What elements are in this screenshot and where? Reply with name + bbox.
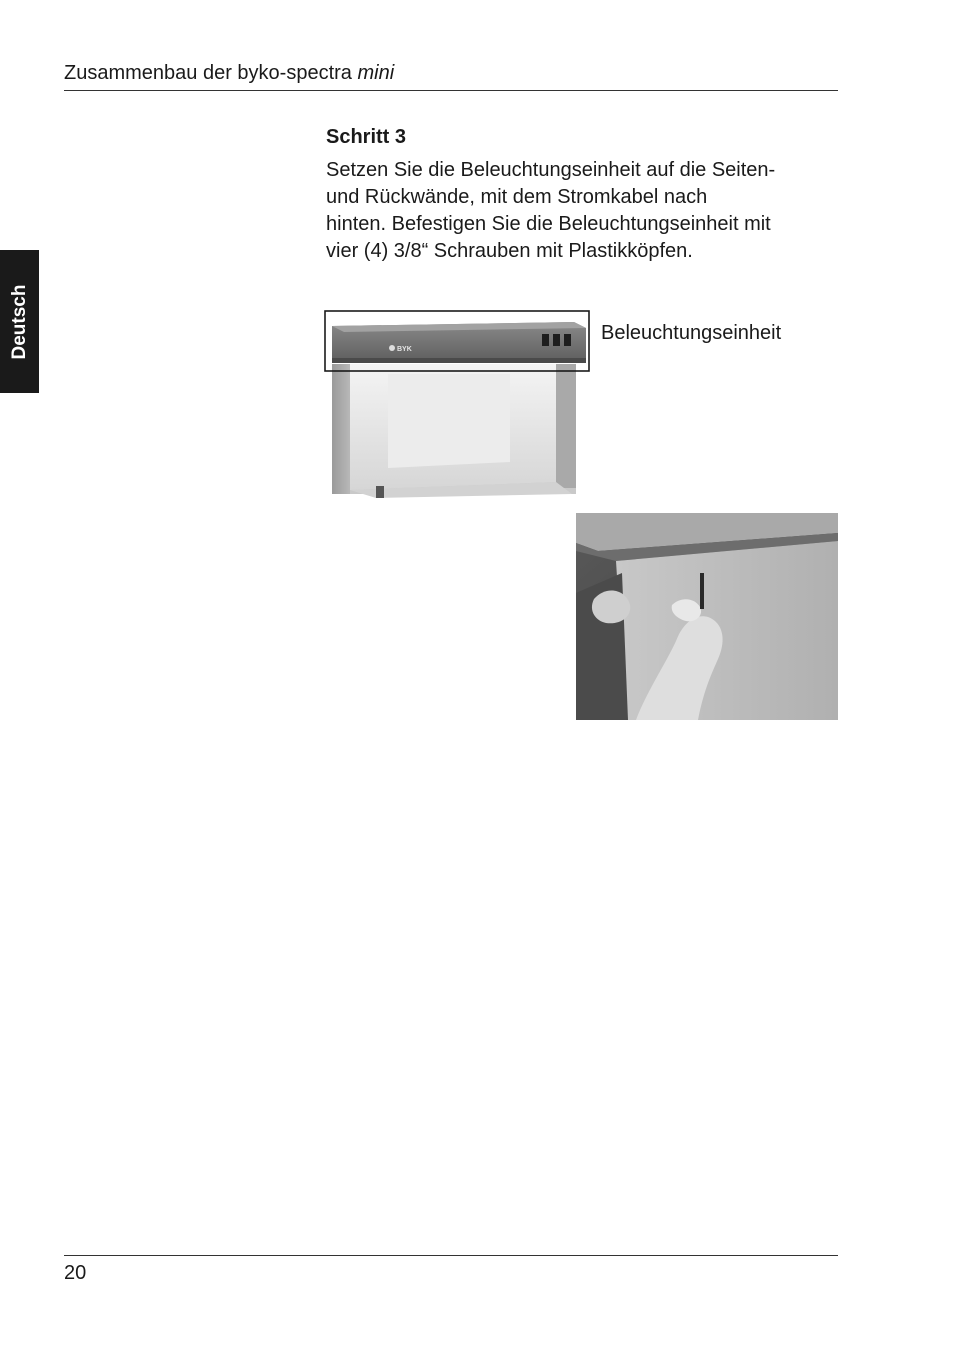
screwdriver-icon [700,573,704,609]
control-switch-icon [564,334,571,346]
header-divider [64,90,838,91]
footer-divider [64,1255,838,1256]
language-tab-label: Deutsch [8,284,30,359]
header-title-italic: mini [357,62,395,84]
light-booth-illustration [324,310,594,504]
control-switch-icon [553,334,560,346]
page-number: 20 [64,1262,87,1284]
header-title: Zusammenbau der byko-spectra [64,62,352,84]
control-switch-icon [542,334,549,346]
step-title: Schritt 3 [326,126,407,148]
language-tab [0,250,39,393]
cabinet-body [332,364,576,498]
page-header [64,60,838,86]
step-instructions [326,157,846,265]
instruction-line: Setzen Sie die Beleuchtungseinheit auf die Seiten- [326,159,776,181]
figure-callout-label: Beleuchtungseinheit [601,322,782,344]
instruction-line: hinten. Befestigen Sie die Beleuchtungseinheit mit [326,213,771,235]
instruction-line: vier (4) 3/8“ Schrauben mit Plastikköpfen. [326,240,693,262]
instruction-line: und Rückwände, mit dem Stromkabel nach [326,186,708,208]
lighting-unit [332,322,586,363]
brand-label: BYK [397,346,412,353]
brand-logo-icon [389,345,395,351]
screw-mounting-photo [576,513,838,720]
